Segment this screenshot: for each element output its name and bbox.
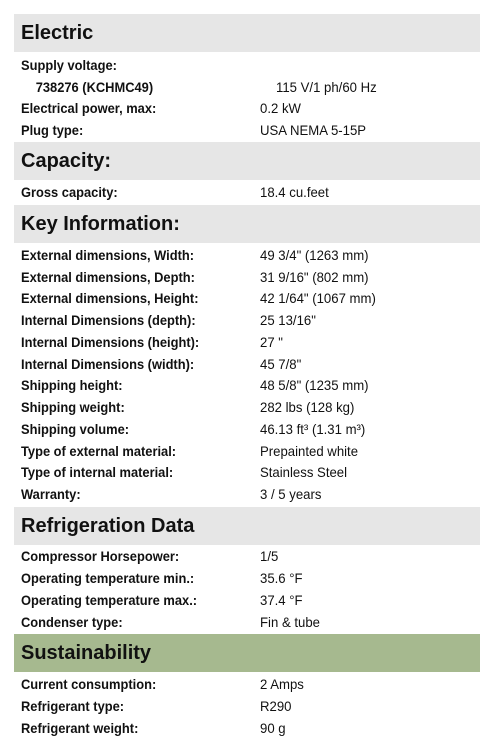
spec-row — [21, 717, 481, 739]
section-header-capacity — [14, 142, 480, 180]
spec-label: Compressor Horsepower: — [21, 548, 180, 564]
spec-value: 115 V/1 ph/60 Hz — [276, 79, 377, 95]
spec-row — [21, 54, 481, 76]
spec-label: Refrigerant type: — [21, 698, 125, 714]
spec-label: Operating temperature max.: — [21, 592, 198, 608]
spec-value: 18.4 cu.feet — [260, 184, 329, 200]
spec-label: Type of internal material: — [21, 464, 174, 480]
spec-label: Gross capacity: — [21, 184, 118, 200]
spec-value: USA NEMA 5-15P — [260, 122, 367, 138]
spec-value: 1/5 — [260, 548, 279, 564]
spec-value: 3 / 5 years — [260, 486, 322, 502]
spec-value: 37.4 °F — [260, 592, 303, 608]
spec-value: 46.13 ft³ (1.31 m³) — [260, 421, 366, 437]
spec-row — [21, 119, 481, 141]
spec-value: R290 — [260, 698, 292, 714]
spec-label: Current consumption: — [21, 676, 157, 692]
spec-value: 0.2 kW — [260, 100, 301, 116]
spec-row — [21, 374, 481, 396]
spec-row — [21, 673, 481, 695]
spec-row — [21, 461, 481, 483]
spec-row — [21, 181, 481, 203]
spec-label: Plug type: — [21, 122, 84, 138]
spec-label: Supply voltage: — [21, 57, 117, 73]
spec-value: 90 g — [260, 720, 286, 736]
spec-label: Shipping volume: — [21, 421, 130, 437]
spec-row — [21, 611, 481, 633]
spec-label: External dimensions, Width: — [21, 247, 195, 263]
spec-label: Shipping weight: — [21, 399, 125, 415]
spec-label: Refrigerant weight: — [21, 720, 139, 736]
spec-label: Internal Dimensions (height): — [21, 334, 200, 350]
spec-row — [21, 244, 481, 266]
spec-label: Operating temperature min.: — [21, 570, 195, 586]
spec-label: 738276 (KCHMC49) — [35, 79, 154, 95]
spec-label: Condenser type: — [21, 614, 123, 630]
spec-value: 27 " — [260, 334, 283, 350]
spec-row — [21, 396, 481, 418]
spec-row — [21, 266, 481, 288]
spec-row — [21, 589, 481, 611]
spec-row — [21, 331, 481, 353]
spec-label: Internal Dimensions (depth): — [21, 312, 196, 328]
spec-value: 35.6 °F — [260, 570, 303, 586]
spec-row — [21, 97, 481, 119]
spec-label: Shipping height: — [21, 377, 123, 393]
spec-row — [21, 287, 481, 309]
spec-row — [21, 418, 481, 440]
spec-row — [21, 353, 481, 375]
spec-value: 282 lbs (128 kg) — [260, 399, 355, 415]
spec-row — [21, 309, 481, 331]
spec-value: 25 13/16" — [260, 312, 316, 328]
spec-label: Internal Dimensions (width): — [21, 356, 195, 372]
spec-value: 45 7/8" — [260, 356, 302, 372]
spec-value: Stainless Steel — [260, 464, 348, 480]
spec-row — [21, 483, 481, 505]
section-title: Electric — [21, 21, 94, 44]
spec-label: Warranty: — [21, 486, 81, 502]
section-header-sustainability — [14, 634, 480, 672]
spec-value: Fin & tube — [260, 614, 320, 630]
spec-value: 42 1/64" (1067 mm) — [260, 290, 376, 306]
section-title: Key Information: — [21, 212, 180, 235]
spec-value: Prepainted white — [260, 443, 359, 459]
spec-label: Type of external material: — [21, 443, 177, 459]
spec-row — [21, 440, 481, 462]
spec-value: 2 Amps — [260, 676, 304, 692]
section-header-electric — [14, 14, 480, 52]
spec-label: External dimensions, Height: — [21, 290, 199, 306]
spec-label: External dimensions, Depth: — [21, 269, 195, 285]
section-header-refrigeration — [14, 507, 480, 545]
section-title: Capacity: — [21, 149, 112, 172]
spec-row — [21, 567, 481, 589]
section-title: Refrigeration Data — [21, 514, 195, 537]
spec-label: Electrical power, max: — [21, 100, 157, 116]
section-title: Sustainability — [21, 641, 152, 664]
spec-value: 31 9/16" (802 mm) — [260, 269, 369, 285]
spec-value: 49 3/4" (1263 mm) — [260, 247, 369, 263]
spec-row — [21, 76, 481, 98]
section-header-key-information — [14, 205, 480, 243]
spec-row — [21, 545, 481, 567]
spec-row — [21, 695, 481, 717]
spec-value: 48 5/8" (1235 mm) — [260, 377, 369, 393]
